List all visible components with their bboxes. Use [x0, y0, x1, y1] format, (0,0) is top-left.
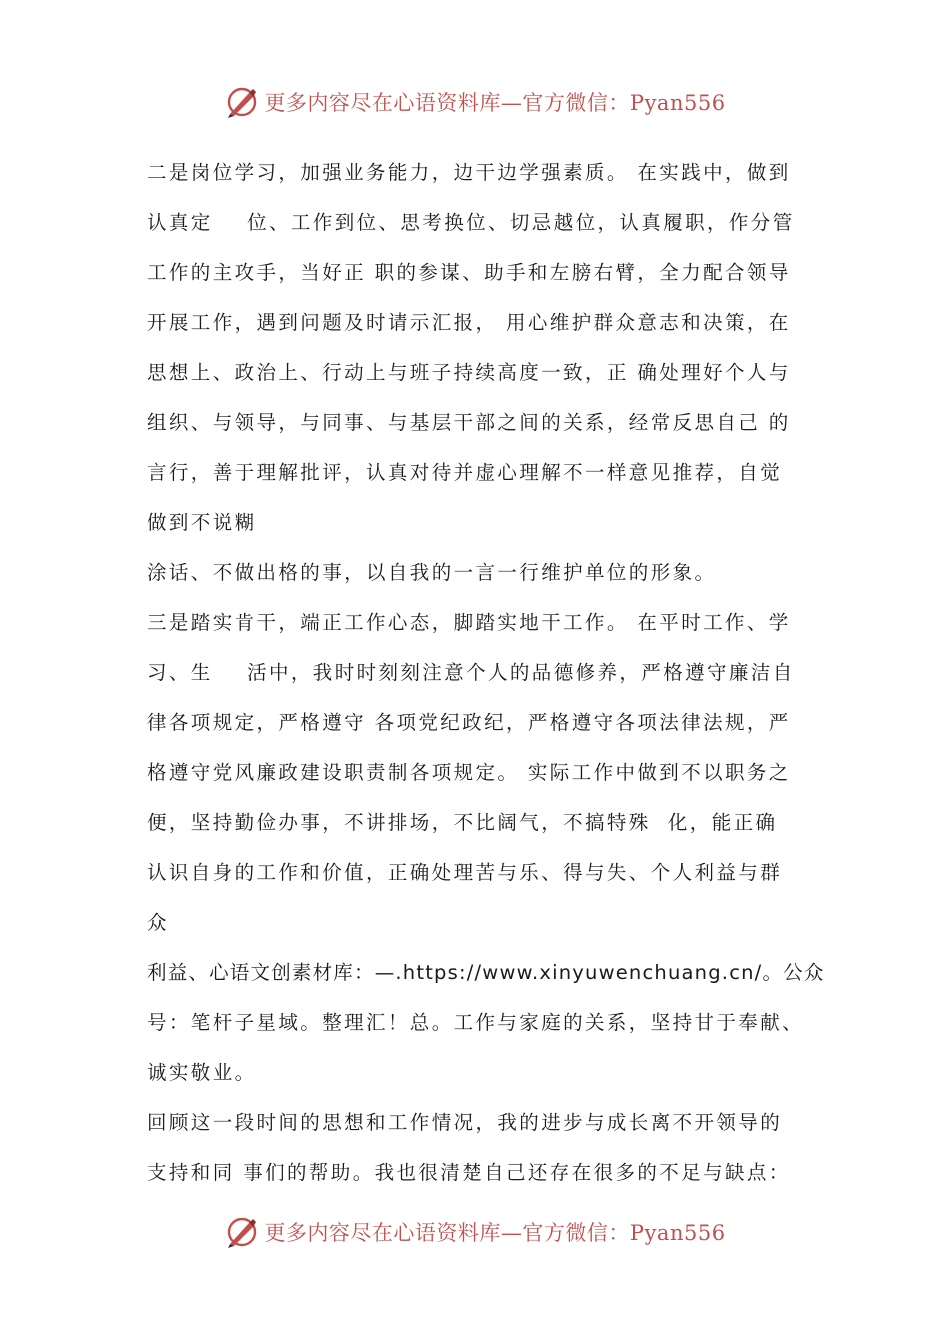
text-line: 支持和同 事们的帮助。我也很清楚自己还存在很多的不足与缺点：	[147, 1161, 791, 1184]
header-banner	[0, 80, 950, 124]
text-line: 开展工作，遇到问题及时请示汇报， 用心维护群众意志和决策，在	[147, 311, 791, 334]
text-line: 言行，善于理解批评，认真对待并虚心理解不一样意见推荐，自觉	[147, 461, 783, 484]
text-line: 律各项规定，严格遵守 各项党纪政纪，严格遵守各项法律法规，严	[147, 711, 791, 734]
footer-banner	[0, 1210, 950, 1254]
text-line-url: 利益、心语文创素材库：—.https://www.xinyuwenchuang.cn/。公众	[147, 961, 825, 984]
pen-logo-icon	[224, 1214, 260, 1250]
text-line: 组织、与领导，与同事、与基层干部之间的关系，经常反思自己 的	[147, 411, 791, 434]
text-line: 二是岗位学习，加强业务能力，边干边学强素质。 在实践中，做到	[147, 161, 791, 184]
text-line: 工作的主攻手，当好正 职的参谋、助手和左膀右臂，全力配合领导	[147, 261, 791, 284]
text-line: 众	[147, 911, 169, 934]
text-line: 诚实敬业。	[147, 1061, 257, 1084]
text-line: 做到不说糊	[147, 511, 257, 534]
pen-logo-icon	[224, 84, 260, 120]
text-line: 号：笔杆子星域。整理汇！总。工作与家庭的关系，坚持甘于奉献、	[147, 1011, 805, 1034]
text-line: 三是踏实肯干，端正工作心态，脚踏实地干工作。 在平时工作、学	[147, 611, 791, 634]
text-line: 认识自身的工作和价值，正确处理苦与乐、得与失、个人利益与群	[147, 861, 783, 884]
text-line: 思想上、政治上、行动上与班子持续高度一致，正 确处理好个人与	[147, 361, 791, 384]
text-line: 便，坚持勤俭办事，不讲排场，不比阔气，不搞特殊 化，能正确	[147, 811, 778, 834]
text-line: 格遵守党风廉政建设职责制各项规定。 实际工作中做到不以职务之	[147, 761, 791, 784]
footer-banner-text: 更多内容尽在心语资料库—官方微信：Pyan556	[264, 1221, 726, 1245]
text-line: 涂话、不做出格的事，以自我的一言一行维护单位的形象。	[147, 561, 717, 584]
text-line: 认真定 位、工作到位、思考换位、切忌越位，认真履职，作分管	[147, 211, 795, 234]
header-banner-text: 更多内容尽在心语资料库—官方微信：Pyan556	[264, 91, 726, 115]
text-line: 回顾这一段时间的思想和工作情况，我的进步与成长离不开领导的	[147, 1111, 783, 1134]
text-line: 习、生 活中，我时时刻刻注意个人的品德修养，严格遵守廉洁自	[147, 661, 795, 684]
document-body	[147, 148, 827, 1198]
